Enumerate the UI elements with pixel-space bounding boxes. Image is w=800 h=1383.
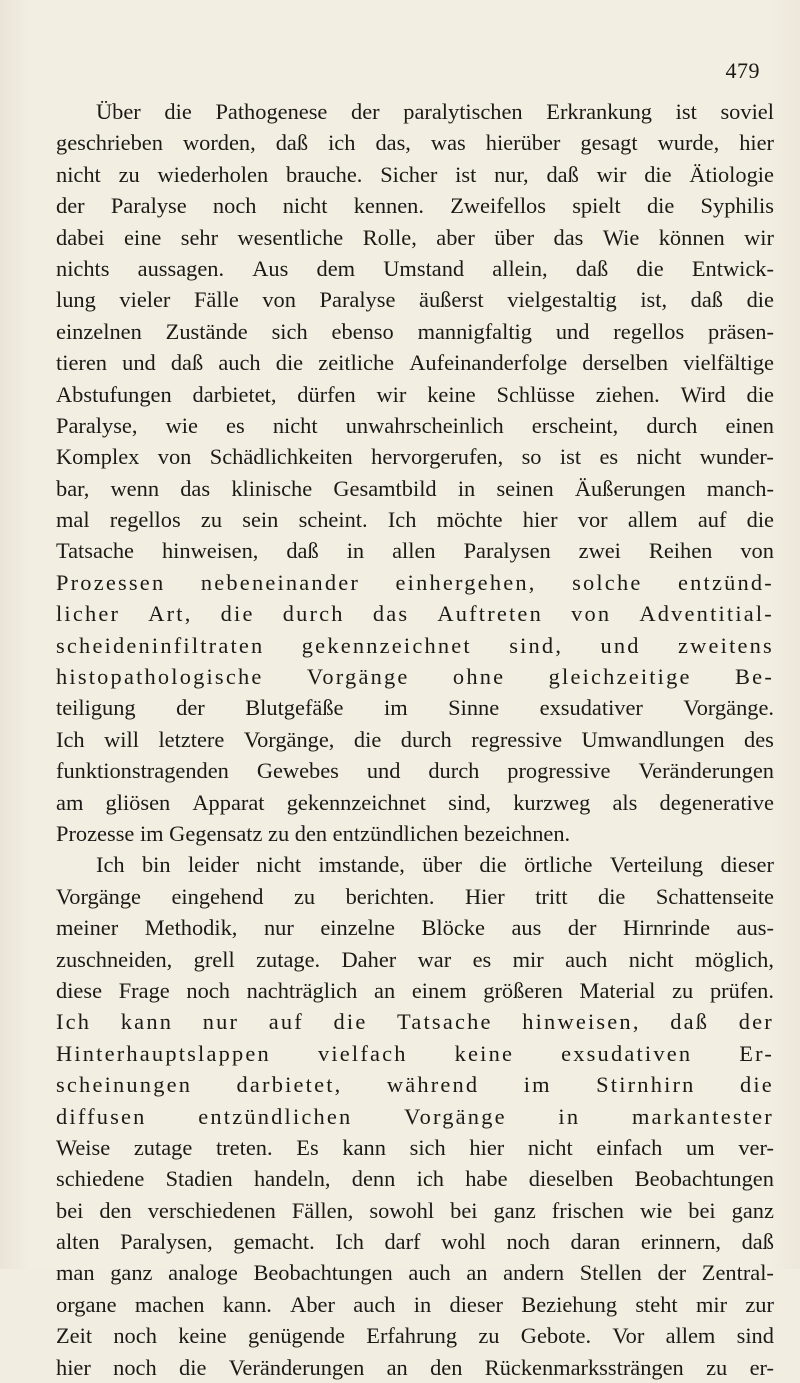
text-line-16: Prozessen nebeneinander einhergehen, solche entzünd- — [56, 569, 774, 595]
text-line-22: funktionstragenden Gewebes und durch progressive Veränderungen — [56, 758, 774, 784]
text-line-33: diffusen entzündlichen Vorgänge in markantester — [56, 1103, 774, 1129]
text-line-10: Abstufungen darbietet, dürfen wir keine Schlüsse ziehen. Wird die — [56, 381, 774, 407]
text-line-14: mal regellos zu sein scheint. Ich möchte hier vor allem auf die — [56, 507, 774, 533]
text-line-12: Komplex von Schädlichkeiten hervorgerufen, so ist es nicht wunder- — [56, 444, 774, 470]
text-line-15: Tatsache hinweisen, daß in allen Paralysen zwei Reihen von — [56, 538, 774, 564]
text-line-23: am gliösen Apparat gekennzeichnet sind, kurzweg als degenerative — [56, 789, 774, 815]
text-line-5: dabei eine sehr wesentliche Rolle, aber über das Wie können wir — [56, 224, 774, 250]
text-line-32: scheinungen darbietet, während im Stirnhirn die — [56, 1072, 774, 1098]
text-line-6: nichts aussagen. Aus dem Umstand allein, daß die Entwick- — [56, 255, 774, 281]
text-line-35: schiedene Stadien handeln, denn ich habe dieselben Beobachtungen — [56, 1166, 774, 1192]
text-line-18: scheideninfiltraten gekennzeichnet sind, und zweitens — [56, 632, 774, 658]
text-line-36: bei den verschiedenen Fällen, sowohl bei ganz frischen wie bei ganz — [56, 1197, 774, 1223]
text-line-30: Ich kann nur auf die Tatsache hinweisen, daß der — [56, 1009, 774, 1035]
text-line-39: organe machen kann. Aber auch in dieser Beziehung steht mir zur — [56, 1291, 774, 1317]
text-line-20: teiligung der Blutgefäße im Sinne exsudativer Vorgänge. — [56, 695, 774, 721]
text-line-8: einzelnen Zustände sich ebenso mannigfaltig und regellos präsen- — [56, 318, 774, 344]
body-text — [56, 96, 774, 1383]
text-line-25: Ich bin leider nicht imstande, über die örtliche Verteilung dieser — [96, 852, 774, 878]
text-line-26: Vorgänge eingehend zu berichten. Hier tritt die Schattenseite — [56, 883, 774, 909]
text-line-41: hier noch die Veränderungen an den Rückenmarkssträngen zu er- — [56, 1354, 774, 1380]
text-line-4: der Paralyse noch nicht kennen. Zweifellos spielt die Syphilis — [56, 193, 774, 219]
text-line-24: Prozesse im Gegensatz zu den entzündlichen bezeichnen. — [56, 820, 571, 846]
text-line-9: tieren und daß auch die zeitliche Aufeinanderfolge derselben vielfältige — [56, 350, 774, 376]
page-number: 479 — [725, 58, 760, 83]
text-line-37: alten Paralysen, gemacht. Ich darf wohl noch daran erinnern, daß — [56, 1229, 774, 1255]
text-line-13: bar, wenn das klinische Gesamtbild in seinen Äußerungen manch- — [56, 475, 774, 501]
text-line-7: lung vieler Fälle von Paralyse äußerst vielgestaltig ist, daß die — [56, 287, 774, 313]
text-line-11: Paralyse, wie es nicht unwahrscheinlich erscheint, durch einen — [56, 412, 774, 438]
text-line-27: meiner Methodik, nur einzelne Blöcke aus der Hirnrinde aus- — [56, 915, 774, 941]
text-line-1: Über die Pathogenese der paralytischen Erkrankung ist soviel — [96, 99, 774, 124]
text-line-28: zuschneiden, grell zutage. Daher war es mir auch nicht möglich, — [56, 946, 774, 972]
text-line-19: histopathologische Vorgänge ohne gleichzeitige Be- — [56, 664, 774, 690]
text-line-34: Weise zutage treten. Es kann sich hier nicht einfach um ver- — [56, 1134, 774, 1160]
text-line-31: Hinterhauptslappen vielfach keine exsudativen Er- — [56, 1040, 774, 1066]
text-line-3: nicht zu wiederholen brauche. Sicher ist nur, daß wir die Ätiologie — [56, 161, 774, 187]
text-line-2: geschrieben worden, daß ich das, was hierüber gesagt wurde, hier — [56, 130, 774, 156]
text-line-40: Zeit noch keine genügende Erfahrung zu Gebote. Vor allem sind — [56, 1323, 774, 1349]
text-line-38: man ganz analoge Beobachtungen auch an andern Stellen der Zentral- — [56, 1260, 774, 1286]
text-line-17: licher Art, die durch das Auftreten von Adventitial- — [56, 601, 774, 627]
text-line-29: diese Frage noch nachträglich an einem größeren Material zu prüfen. — [56, 977, 774, 1003]
text-line-21: Ich will letztere Vorgänge, die durch regressive Umwandlungen des — [56, 726, 774, 752]
